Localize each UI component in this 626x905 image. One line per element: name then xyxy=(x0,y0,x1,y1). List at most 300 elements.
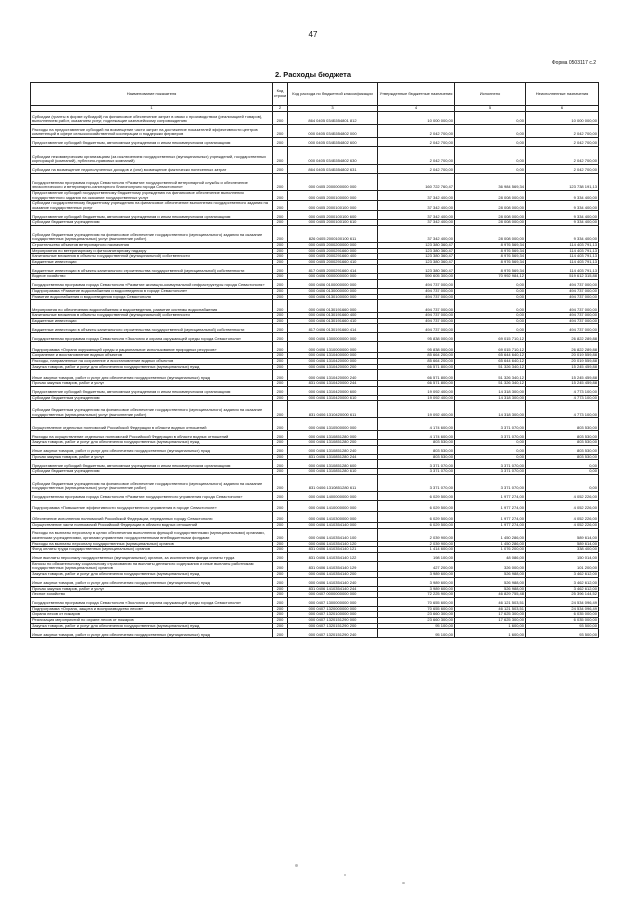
row-approved-cell: 95 100,00 xyxy=(378,623,455,629)
scan-speck xyxy=(344,874,346,876)
row-code-cell: 200 xyxy=(273,460,288,469)
table-row xyxy=(31,265,599,274)
row-name-cell: Субсидии бюджетным учреждениям xyxy=(31,220,273,226)
row-kbk-cell: 000 0406 1310420000 600 xyxy=(288,386,378,395)
row-approved-cell: 19 092 400,00 xyxy=(378,401,455,418)
row-unexecuted-cell: 24 534 096,49 xyxy=(526,606,599,612)
section-heading: 2. Расходы бюджета xyxy=(274,70,352,79)
row-unexecuted-cell: 9 334 400,00 xyxy=(526,225,599,242)
row-approved-cell: 3 371 070,00 xyxy=(378,475,455,492)
row-kbk-cell: 831 0406 1310851280 611 xyxy=(288,475,378,492)
table-row xyxy=(31,370,599,381)
row-name-cell: Иные закупки товаров, работ и услуг для обеспечения государственных (муниципальных) нужд xyxy=(31,577,273,586)
row-code-cell: 200 xyxy=(273,300,288,313)
row-executed-cell: 28 008 000,00 xyxy=(455,225,526,242)
row-approved-cell: 66 571 800,00 xyxy=(378,370,455,381)
row-code-cell: 200 xyxy=(273,220,288,226)
row-unexecuted-cell: 123 738 191,13 xyxy=(526,174,599,191)
row-approved-cell: 37 342 400,00 xyxy=(378,225,455,242)
row-approved-cell: 123 380 360,47 xyxy=(378,254,455,260)
index-cell: 4 xyxy=(378,106,455,112)
row-kbk-cell: 000 0405 2000100100 600 xyxy=(288,211,378,220)
row-kbk-cell: 000 0406 1310851280 200 xyxy=(288,440,378,446)
row-approved-cell: 95 838 000,00 xyxy=(378,333,455,342)
row-executed-cell: 3 371 070,00 xyxy=(455,469,526,475)
row-code-cell: 200 xyxy=(273,577,288,586)
row-unexecuted-cell: 0,00 xyxy=(526,469,599,475)
row-unexecuted-cell: 494 737 000,00 xyxy=(526,300,599,313)
table-row xyxy=(31,561,599,571)
table-row xyxy=(31,577,599,586)
row-approved-cell: 2 042 700,00 xyxy=(378,138,455,147)
row-kbk-cell: 000 0405 2000200000 000 xyxy=(288,242,378,248)
row-kbk-cell: 831 0406 1410354140 121 xyxy=(288,547,378,553)
row-code-cell: 200 xyxy=(273,547,288,553)
row-name-cell: Осуществление отдельных полномочий Российской Федерации в области водных отношений xyxy=(31,418,273,431)
row-executed-cell: 51 326 340,12 xyxy=(455,364,526,370)
row-unexecuted-cell: 3 462 612,00 xyxy=(526,572,599,578)
row-approved-cell: 2 042 700,00 xyxy=(378,147,455,165)
row-name-cell: Расходы на выплаты персоналу в целях обеспечения выполнения функций государственными (муниципальными) органами, казенными учреждениями, органами управления государственными внебюджетными фондами xyxy=(31,528,273,541)
table-row xyxy=(31,597,599,606)
row-code-cell: 200 xyxy=(273,265,288,274)
row-code-cell: 200 xyxy=(273,386,288,395)
row-unexecuted-cell: 101 200,00 xyxy=(526,561,599,571)
row-name-cell: Субсидии бюджетным учреждениям xyxy=(31,395,273,401)
table-row xyxy=(31,333,599,342)
table-row xyxy=(31,623,599,629)
index-cell: 5 xyxy=(455,106,526,112)
row-kbk-cell: 000 0407 1320151290 000 xyxy=(288,618,378,624)
row-name-cell: Субсидии бюджетным учреждениям на финансовое обеспечение государственного (муниципального) задания на оказание государственных (муниципальных) услуг (выполнение работ) xyxy=(31,225,273,242)
row-approved-cell: 494 737 000,00 xyxy=(378,279,455,288)
row-approved-cell: 494 737 000,00 xyxy=(378,324,455,333)
row-name-cell: Фонд оплаты труда государственных (муниципальных) органов xyxy=(31,547,273,553)
row-unexecuted-cell: 15 245 459,88 xyxy=(526,364,599,370)
row-executed-cell: 3 371 070,00 xyxy=(455,475,526,492)
header-approved: Утвержденные бюджетные назначения xyxy=(378,83,455,106)
row-approved-cell: 37 342 400,00 xyxy=(378,220,455,226)
row-unexecuted-cell: 0,00 xyxy=(526,475,599,492)
row-name-cell: Бюджетные инвестиции xyxy=(31,259,273,265)
index-cell: 2 xyxy=(273,106,288,112)
index-cell: 3 xyxy=(288,106,378,112)
row-executed-cell: 0,00 xyxy=(455,165,526,174)
row-executed-cell: 1 977 274,00 xyxy=(455,512,526,523)
row-kbk-cell: 000 0405 2000291660 000 xyxy=(288,248,378,254)
table-row xyxy=(31,364,599,370)
row-kbk-cell: 000 0406 0000000000 000 xyxy=(288,274,378,280)
table-row xyxy=(31,324,599,333)
row-unexecuted-cell: 9 334 400,00 xyxy=(526,211,599,220)
row-unexecuted-cell: 20 019 559,88 xyxy=(526,358,599,364)
row-approved-cell: 2 039 900,00 xyxy=(378,528,455,541)
row-executed-cell: 69 015 710,12 xyxy=(455,342,526,353)
row-unexecuted-cell: 4 773 100,00 xyxy=(526,401,599,418)
row-unexecuted-cell: 589 614,00 xyxy=(526,541,599,547)
row-code-cell: 200 xyxy=(273,440,288,446)
row-approved-cell: 23 660 300,00 xyxy=(378,618,455,624)
index-cell: 1 xyxy=(31,106,273,112)
row-kbk-cell: 000 0406 1410354140 120 xyxy=(288,541,378,547)
row-unexecuted-cell: 150 014,00 xyxy=(526,552,599,561)
header-name: Наименование показателя xyxy=(31,83,273,106)
row-executed-cell: 28 008 000,00 xyxy=(455,220,526,226)
row-code-cell: 200 xyxy=(273,541,288,547)
table-row xyxy=(31,386,599,395)
row-name-cell: Мероприятия по обеспечению водоснабжения и водоотведения, развитие системы водоснабжения xyxy=(31,300,273,313)
table-row xyxy=(31,242,599,248)
row-code-cell: 200 xyxy=(273,475,288,492)
row-code-cell: 200 xyxy=(273,342,288,353)
row-name-cell: Государственная программа города Севастополя «Экология и охрана окружающей среды города Севастополя» xyxy=(31,597,273,606)
row-code-cell: 200 xyxy=(273,125,288,138)
row-approved-cell: 494 737 000,00 xyxy=(378,288,455,294)
row-approved-cell: 427 200,00 xyxy=(378,561,455,571)
row-kbk-cell: 831 0406 1410354140 122 xyxy=(288,552,378,561)
row-kbk-cell: 831 0406 1310851280 244 xyxy=(288,454,378,460)
row-unexecuted-cell: 20 019 559,88 xyxy=(526,353,599,359)
row-kbk-cell: 000 0406 1310420000 610 xyxy=(288,395,378,401)
row-unexecuted-cell: 26 822 289,88 xyxy=(526,342,599,353)
row-executed-cell: 1 076 200,00 xyxy=(455,547,526,553)
row-approved-cell: 37 342 400,00 xyxy=(378,211,455,220)
table-row xyxy=(31,147,599,165)
row-executed-cell: 526 988,00 xyxy=(455,572,526,578)
row-approved-cell: 6 029 500,00 xyxy=(378,501,455,512)
table-row xyxy=(31,475,599,492)
row-kbk-cell: 817 0405 2000291660 414 xyxy=(288,265,378,274)
row-approved-cell: 494 737 000,00 xyxy=(378,300,455,313)
expenditure-table xyxy=(30,82,599,638)
row-code-cell: 200 xyxy=(273,501,288,512)
row-unexecuted-cell: 2 042 700,00 xyxy=(526,138,599,147)
row-executed-cell: 8 976 569,34 xyxy=(455,265,526,274)
row-name-cell: Капитальные вложения в объекты государственной (муниципальной) собственности xyxy=(31,254,273,260)
table-body xyxy=(31,112,599,638)
row-name-cell: Субсидии некоммерческим организациям (за исключением государственных (муниципальных) учреждений, государственных корпораций (компаний), публично-правовых компаний) xyxy=(31,147,273,165)
row-code-cell: 200 xyxy=(273,445,288,454)
row-approved-cell: 123 380 360,47 xyxy=(378,265,455,274)
row-approved-cell: 3 371 070,00 xyxy=(378,460,455,469)
table-row xyxy=(31,528,599,541)
row-name-cell: Прочая закупка товаров, работ и услуг xyxy=(31,381,273,387)
row-unexecuted-cell: 114 403 791,13 xyxy=(526,259,599,265)
row-kbk-cell: 000 0406 1300000000 000 xyxy=(288,333,378,342)
row-approved-cell: 160 722 760,47 xyxy=(378,174,455,191)
row-unexecuted-cell: 803 530,00 xyxy=(526,418,599,431)
row-kbk-cell: 000 0405 2000291660 400 xyxy=(288,254,378,260)
row-code-cell: 200 xyxy=(273,606,288,612)
header-code: Код строки xyxy=(273,83,288,106)
table-row xyxy=(31,501,599,512)
row-kbk-cell: 817 0406 0130191660 414 xyxy=(288,324,378,333)
row-approved-cell: 494 737 000,00 xyxy=(378,318,455,324)
row-approved-cell: 123 380 360,47 xyxy=(378,242,455,248)
row-approved-cell: 95 838 000,00 xyxy=(378,342,455,353)
row-executed-cell: 3 371 070,00 xyxy=(455,418,526,431)
row-name-cell: Расходы на осуществление отдельных полномочий Российской Федерации в области водных отношений xyxy=(31,431,273,440)
row-executed-cell: 0,00 xyxy=(455,294,526,300)
row-name-cell: Подпрограмма «Охрана, защита и воспроизводство лесов» xyxy=(31,606,273,612)
row-unexecuted-cell: 803 530,00 xyxy=(526,454,599,460)
row-executed-cell: 3 371 070,00 xyxy=(455,460,526,469)
row-executed-cell: 0,00 xyxy=(455,313,526,319)
table-row xyxy=(31,353,599,359)
row-code-cell: 200 xyxy=(273,254,288,260)
row-code-cell: 200 xyxy=(273,318,288,324)
row-code-cell: 200 xyxy=(273,395,288,401)
row-kbk-cell: 000 0406 1310420000 000 xyxy=(288,358,378,364)
row-approved-cell: 803 530,00 xyxy=(378,445,455,454)
row-approved-cell: 66 571 800,00 xyxy=(378,381,455,387)
table-row xyxy=(31,138,599,147)
row-approved-cell: 494 737 000,00 xyxy=(378,313,455,319)
row-unexecuted-cell: 93 500,00 xyxy=(526,629,599,638)
row-unexecuted-cell: 803 530,00 xyxy=(526,431,599,440)
row-name-cell: Закупка товаров, работ и услуг для обеспечения государственных (муниципальных) нужд xyxy=(31,440,273,446)
row-approved-cell: 2 042 700,00 xyxy=(378,125,455,138)
row-unexecuted-cell: 114 403 791,13 xyxy=(526,248,599,254)
row-executed-cell: 8 976 569,34 xyxy=(455,242,526,248)
row-executed-cell: 1 600,00 xyxy=(455,629,526,638)
row-code-cell: 200 xyxy=(273,147,288,165)
row-approved-cell: 10 000 000,00 xyxy=(378,112,455,125)
row-approved-cell: 19 092 400,00 xyxy=(378,386,455,395)
row-kbk-cell: 831 0406 1310420000 244 xyxy=(288,381,378,387)
row-approved-cell: 95 100,00 xyxy=(378,629,455,638)
row-kbk-cell: 864 0405 034Б554802 631 xyxy=(288,165,378,174)
row-code-cell: 200 xyxy=(273,358,288,364)
row-kbk-cell: 000 0406 0130100000 000 xyxy=(288,294,378,300)
row-kbk-cell: 000 0406 1310000000 000 xyxy=(288,342,378,353)
row-code-cell: 200 xyxy=(273,248,288,254)
table-row xyxy=(31,279,599,288)
table-row xyxy=(31,618,599,624)
row-kbk-cell: 000 0407 1320000000 000 xyxy=(288,606,378,612)
row-unexecuted-cell: 9 334 400,00 xyxy=(526,220,599,226)
table-row xyxy=(31,225,599,242)
table-row xyxy=(31,191,599,201)
row-unexecuted-cell: 494 737 000,00 xyxy=(526,313,599,319)
row-approved-cell: 1 414 600,00 xyxy=(378,547,455,553)
table-row xyxy=(31,606,599,612)
row-approved-cell: 66 571 800,00 xyxy=(378,364,455,370)
row-unexecuted-cell: 4 052 226,00 xyxy=(526,492,599,501)
row-name-cell: Реализация мероприятий по охране лесов от пожаров xyxy=(31,618,273,624)
row-executed-cell: 0,00 xyxy=(455,300,526,313)
row-name-cell: Бюджетные инвестиции в объекты капитального строительства государственной (муниципальной) собственности xyxy=(31,265,273,274)
row-name-cell: Расходы, направленные на сохранение и восстановление водных объектов xyxy=(31,358,273,364)
row-unexecuted-cell: 2 042 700,00 xyxy=(526,125,599,138)
row-executed-cell: 46 121 503,51 xyxy=(455,597,526,606)
row-name-cell: Субсидии бюджетным учреждениям на финансовое обеспечение государственного (муниципального) задания на оказание государственных (муниципальных) услуг (выполнение работ) xyxy=(31,475,273,492)
row-executed-cell: 1 977 274,00 xyxy=(455,523,526,529)
row-approved-cell: 19 092 400,00 xyxy=(378,395,455,401)
form-code: Форма 0503117 с.2 xyxy=(551,60,596,66)
row-executed-cell: 8 976 569,34 xyxy=(455,259,526,265)
row-code-cell: 200 xyxy=(273,418,288,431)
table-header-row xyxy=(31,83,599,106)
row-code-cell: 200 xyxy=(273,333,288,342)
table-row xyxy=(31,460,599,469)
row-code-cell: 200 xyxy=(273,112,288,125)
row-name-cell: Осуществление части полномочий Российской Федерации в области водных отношений xyxy=(31,523,273,529)
row-executed-cell: 1 977 274,00 xyxy=(455,501,526,512)
row-executed-cell: 0,00 xyxy=(455,112,526,125)
row-approved-cell: 6 029 500,00 xyxy=(378,492,455,501)
row-code-cell: 200 xyxy=(273,288,288,294)
row-name-cell: Иные закупки товаров, работ и услуг для обеспечения государственных (муниципальных) нужд xyxy=(31,629,273,638)
row-kbk-cell: 000 0405 034Б554802 600 xyxy=(288,138,378,147)
row-executed-cell: 14 318 300,00 xyxy=(455,386,526,395)
row-kbk-cell: 000 0405 2000000000 000 xyxy=(288,174,378,191)
row-unexecuted-cell: 114 403 791,13 xyxy=(526,265,599,274)
row-unexecuted-cell: 494 737 000,00 xyxy=(526,318,599,324)
row-name-cell: Иные закупки товаров, работ и услуг для обеспечения государственных (муниципальных) нужд xyxy=(31,445,273,454)
row-kbk-cell: 000 0406 1400000000 000 xyxy=(288,492,378,501)
row-code-cell: 200 xyxy=(273,353,288,359)
row-code-cell: 200 xyxy=(273,242,288,248)
row-name-cell: Бюджетные инвестиции в объекты капитального строительства государственной (муниципальной) собственности xyxy=(31,324,273,333)
row-kbk-cell: 000 0405 2000100000 000 xyxy=(288,191,378,201)
row-approved-cell: 85 664 200,00 xyxy=(378,353,455,359)
row-executed-cell: 526 988,00 xyxy=(455,577,526,586)
row-code-cell: 200 xyxy=(273,279,288,288)
row-unexecuted-cell: 803 530,00 xyxy=(526,440,599,446)
row-name-cell: Капитальные вложения в объекты государственной (муниципальной) собственности xyxy=(31,313,273,319)
row-unexecuted-cell: 0,00 xyxy=(526,460,599,469)
row-kbk-cell: 000 0406 0130191660 000 xyxy=(288,300,378,313)
table-row xyxy=(31,358,599,364)
row-kbk-cell: 000 0406 0130191660 400 xyxy=(288,313,378,319)
row-executed-cell: 0,00 xyxy=(455,288,526,294)
row-code-cell: 200 xyxy=(273,370,288,381)
row-executed-cell: 17 625 300,00 xyxy=(455,618,526,624)
row-code-cell: 200 xyxy=(273,512,288,523)
row-name-cell: Государственная программа города Севастополя «Развитие жилищно-коммунальной инфраструктуры города Севастополя» xyxy=(31,279,273,288)
row-name-cell: Обеспечение исполнения полномочий Российской Федерации, переданных городу Севастополю xyxy=(31,512,273,523)
row-kbk-cell: 000 0406 1310420000 200 xyxy=(288,364,378,370)
row-code-cell: 200 xyxy=(273,618,288,624)
row-executed-cell: 28 008 000,00 xyxy=(455,211,526,220)
table-row xyxy=(31,541,599,547)
row-unexecuted-cell: 4 052 226,00 xyxy=(526,501,599,512)
row-approved-cell: 590 605 300,00 xyxy=(378,274,455,280)
row-kbk-cell: 000 0406 1410000000 000 xyxy=(288,501,378,512)
row-name-cell: Закупка товаров, работ и услуг для обеспечения государственных (муниципальных) нужд xyxy=(31,364,273,370)
row-name-cell: Предоставление субсидий бюджетным, автономным учреждениям и иным некоммерческим организациям xyxy=(31,386,273,395)
table-row xyxy=(31,248,599,254)
row-unexecuted-cell: 3 462 612,00 xyxy=(526,586,599,592)
row-unexecuted-cell: 519 612 315,88 xyxy=(526,274,599,280)
row-kbk-cell: 000 0406 0130191660 410 xyxy=(288,318,378,324)
row-approved-cell: 3 371 070,00 xyxy=(378,469,455,475)
row-unexecuted-cell: 3 462 612,00 xyxy=(526,577,599,586)
row-name-cell: Государственная программа города Севастополя «Развитие государственной ветеринарной службы и обеспечение эпизоотического и ветеринарно-санитарного благополучия города Севастополя» xyxy=(31,174,273,191)
row-code-cell: 200 xyxy=(273,454,288,460)
row-code-cell: 200 xyxy=(273,431,288,440)
row-kbk-cell: 000 0406 0130000000 000 xyxy=(288,288,378,294)
row-code-cell: 200 xyxy=(273,324,288,333)
row-unexecuted-cell: 26 822 289,88 xyxy=(526,333,599,342)
row-name-cell: Закупка товаров, работ и услуг для обеспечения государственных (муниципальных) нужд xyxy=(31,623,273,629)
table-row xyxy=(31,431,599,440)
row-code-cell: 200 xyxy=(273,572,288,578)
row-executed-cell: 28 008 000,00 xyxy=(455,201,526,211)
row-approved-cell: 803 530,00 xyxy=(378,454,455,460)
row-name-cell: Лесное хозяйство xyxy=(31,592,273,598)
row-executed-cell: 65 644 640,12 xyxy=(455,353,526,359)
row-executed-cell: 3 371 070,00 xyxy=(455,431,526,440)
row-unexecuted-cell: 2 042 700,00 xyxy=(526,165,599,174)
scan-speck xyxy=(402,882,405,884)
row-unexecuted-cell: 9 334 400,00 xyxy=(526,201,599,211)
row-approved-cell: 85 664 200,00 xyxy=(378,358,455,364)
row-name-cell: Государственная программа города Севастополя «Развитие государственного управления города Севастополя» xyxy=(31,492,273,501)
row-approved-cell: 494 737 000,00 xyxy=(378,294,455,300)
row-executed-cell: 0,00 xyxy=(455,440,526,446)
row-code-cell: 200 xyxy=(273,523,288,529)
row-executed-cell: 0,00 xyxy=(455,125,526,138)
table-row xyxy=(31,401,599,418)
row-unexecuted-cell: 6 035 000,00 xyxy=(526,612,599,618)
row-unexecuted-cell: 4 773 100,00 xyxy=(526,395,599,401)
row-kbk-cell: 000 0406 1310420000 240 xyxy=(288,370,378,381)
row-approved-cell: 70 655 600,00 xyxy=(378,606,455,612)
row-kbk-cell: 000 0405 2000100100 610 xyxy=(288,220,378,226)
row-executed-cell: 0,00 xyxy=(455,318,526,324)
row-executed-cell: 8 976 569,34 xyxy=(455,254,526,260)
table-row xyxy=(31,254,599,260)
row-executed-cell: 51 326 340,12 xyxy=(455,381,526,387)
row-executed-cell: 46 121 503,51 xyxy=(455,606,526,612)
row-name-cell: Прочая закупка товаров, работ и услуг xyxy=(31,586,273,592)
header-unexecuted: Неисполненные назначения xyxy=(526,83,599,106)
row-name-cell: Мероприятия по ветеринарному и фитосанитарному надзору xyxy=(31,248,273,254)
row-kbk-cell: 000 0407 0000000000 000 xyxy=(288,592,378,598)
table-row xyxy=(31,523,599,529)
row-executed-cell: 36 984 569,34 xyxy=(455,174,526,191)
row-name-cell: Водное хозяйство xyxy=(31,274,273,280)
row-approved-cell: 198 100,00 xyxy=(378,552,455,561)
row-kbk-cell: 000 0406 1410354140 000 xyxy=(288,523,378,529)
row-kbk-cell: 000 0406 1310851280 610 xyxy=(288,469,378,475)
row-approved-cell: 37 342 400,00 xyxy=(378,201,455,211)
row-approved-cell: 123 380 360,47 xyxy=(378,248,455,254)
row-kbk-cell: 000 0407 1320151290 200 xyxy=(288,623,378,629)
table-row xyxy=(31,112,599,125)
table-row xyxy=(31,201,599,211)
row-name-cell: Субсидии на возмещение недополученных доходов и (или) возмещение фактически понесенных затрат xyxy=(31,165,273,174)
row-executed-cell: 0,00 xyxy=(455,147,526,165)
row-code-cell: 200 xyxy=(273,381,288,387)
row-executed-cell: 14 318 300,00 xyxy=(455,395,526,401)
row-kbk-cell: 000 0405 034Б554802 630 xyxy=(288,147,378,165)
row-code-cell: 200 xyxy=(273,561,288,571)
row-code-cell: 200 xyxy=(273,586,288,592)
row-kbk-cell: 000 0407 1320100000 000 xyxy=(288,612,378,618)
table-row xyxy=(31,512,599,523)
row-approved-cell: 2 042 700,00 xyxy=(378,165,455,174)
row-approved-cell: 72 225 900,00 xyxy=(378,592,455,598)
row-unexecuted-cell: 114 403 791,13 xyxy=(526,254,599,260)
row-name-cell: Субсидии бюджетным учреждениям на финансовое обеспечение государственного (муниципального) задания на оказание государственных (муниципальных) услуг (выполнение работ) xyxy=(31,401,273,418)
row-approved-cell: 123 380 360,47 xyxy=(378,259,455,265)
row-name-cell: Подпрограмма «Повышение эффективности государственного управления в городе Севастополе» xyxy=(31,501,273,512)
row-unexecuted-cell: 6 035 000,00 xyxy=(526,618,599,624)
row-approved-cell: 6 029 500,00 xyxy=(378,512,455,523)
